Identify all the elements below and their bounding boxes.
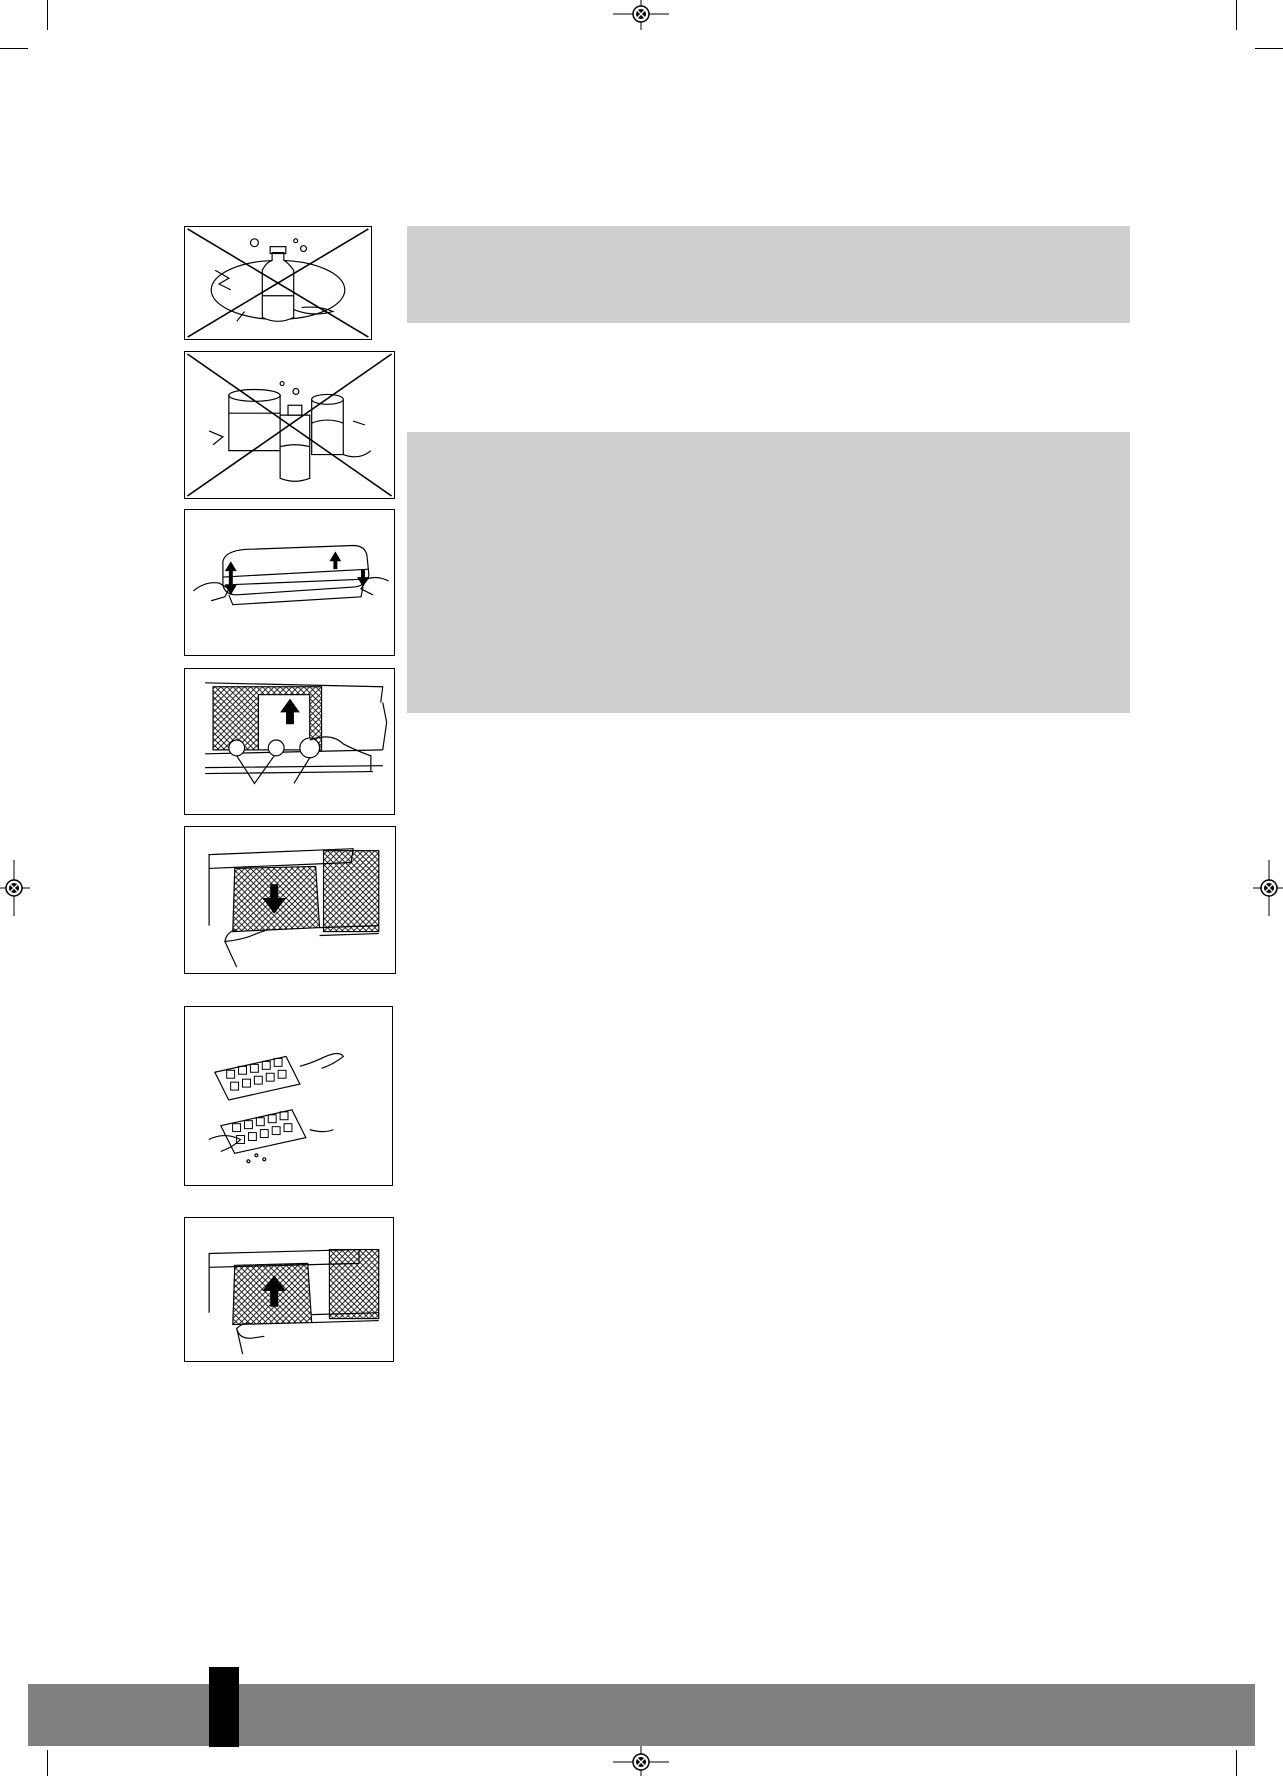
figure-1 (184, 226, 372, 340)
registration-mark-top-icon (613, 0, 669, 30)
registration-mark-right-icon (1253, 860, 1283, 916)
remove-filter-down-icon (185, 827, 395, 973)
registration-mark-left-icon (0, 860, 30, 916)
instruction-panel-main (407, 432, 1130, 713)
crop-mark-bottom-right-v (1236, 1750, 1237, 1776)
crop-mark-top-right-h (1255, 48, 1283, 49)
reinsert-filter-up-icon (185, 1218, 393, 1361)
crop-mark-top-left-h (0, 48, 28, 49)
lift-filter-tab-icon (185, 669, 394, 814)
prohibited-solvent-bottle-icon (185, 227, 371, 339)
figure-2 (184, 351, 395, 499)
figure-6 (184, 1006, 393, 1186)
crop-mark-bottom-left-v (47, 1750, 48, 1776)
open-front-panel-icon (185, 510, 394, 655)
warning-panel-top (407, 226, 1130, 323)
prohibited-chemical-containers-icon (185, 352, 394, 498)
clean-filters-icon (185, 1007, 392, 1185)
figure-7 (184, 1217, 394, 1362)
figure-3 (184, 509, 395, 656)
registration-mark-bottom-icon (613, 1746, 669, 1776)
figure-5 (184, 826, 396, 974)
crop-mark-top-right-v (1236, 0, 1237, 30)
footer-language-tab (209, 1667, 239, 1747)
crop-mark-top-left-v (47, 0, 48, 30)
figure-4 (184, 668, 395, 815)
